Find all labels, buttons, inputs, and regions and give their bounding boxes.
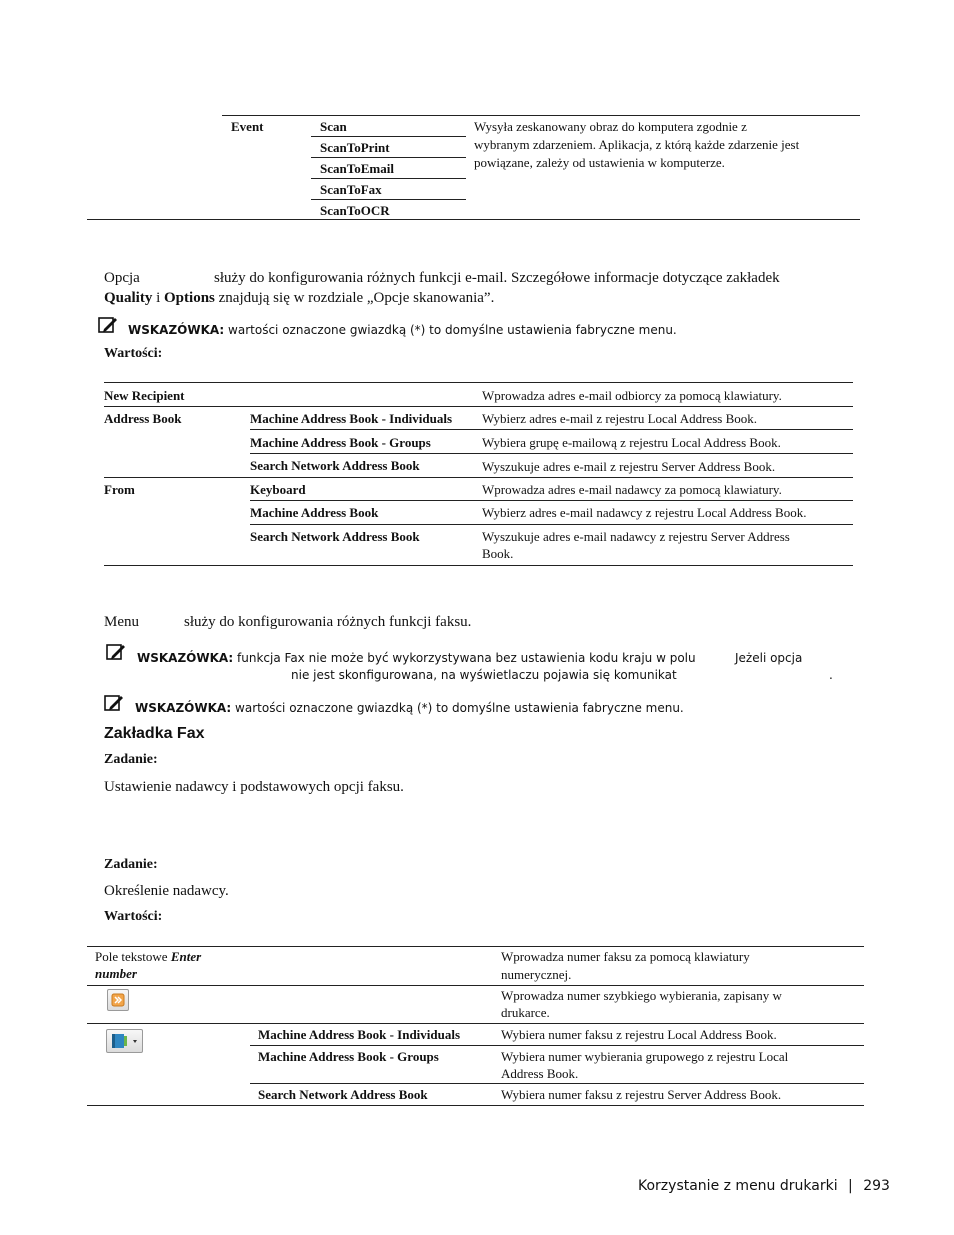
row-rule [250, 500, 853, 501]
table-cell-suboption: Machine Address Book [250, 505, 379, 520]
pencil-note-icon [98, 316, 118, 334]
table-cell-description: numerycznej. [501, 967, 572, 982]
event-label: Event [231, 119, 264, 134]
table-cell-suboption: Search Network Address Book [258, 1087, 428, 1102]
note-wskazowka-2 [137, 650, 696, 667]
section-heading: Zakładka Fax [104, 725, 205, 742]
options-tab-name: Options [164, 290, 215, 306]
row-rule [104, 477, 853, 478]
quality-tab-name: Quality [104, 290, 153, 306]
row-rule [87, 985, 864, 986]
values-label: Wartości: [104, 909, 163, 924]
table-cell-suboption: Machine Address Book - Individuals [250, 411, 453, 426]
table-rule [104, 382, 853, 383]
table-cell-description: Address Book. [501, 1066, 579, 1081]
row-rule [250, 1045, 864, 1046]
table-cell-description: drukarce. [501, 1005, 550, 1020]
event-description-line: powiązane, zależy od ustawienia w komputerze. [474, 155, 725, 170]
row-rule [104, 406, 853, 407]
footer-title: Korzystanie z menu drukarki [638, 1178, 838, 1194]
conjunction: i [156, 290, 161, 306]
pencil-note-icon [104, 694, 124, 712]
fax-intro-text: służy do konfigurowania różnych funkcji faksu. [184, 614, 472, 630]
table-cell-option: From [104, 482, 135, 497]
values-label: Wartości: [104, 346, 163, 361]
table-cell-description: Wyszukuje adres e-mail z rejestru Server Address Book. [482, 459, 776, 474]
table-cell-suboption: Machine Address Book - Groups [250, 435, 431, 450]
row-rule [311, 136, 466, 137]
list-item: ScanToFax [320, 182, 382, 197]
note-text: Jeżeli opcja [735, 651, 803, 665]
table-cell-description: Wprowadza adres e-mail odbiorcy za pomocą klawiatury. [482, 388, 782, 403]
table-rule [87, 946, 864, 947]
fax-intro-word: Menu [104, 614, 139, 630]
row-rule [311, 157, 466, 158]
field-label: Pole tekstowe [95, 949, 168, 964]
list-item: ScanToOCR [320, 203, 390, 218]
email-intro-word: Opcja [104, 270, 140, 286]
table-cell-description: Book. [482, 546, 514, 561]
table-cell-suboption: Keyboard [250, 482, 306, 497]
address-book-dropdown-icon[interactable] [106, 1029, 143, 1053]
row-rule [250, 453, 853, 454]
event-description-line: Wysyła zeskanowany obraz do komputera zgodnie z [474, 119, 747, 134]
table-cell-description: Wybiera numer faksu z rejestru Server Address Book. [501, 1087, 782, 1102]
note-label: WSKAZÓWKA: [128, 323, 225, 337]
note-wskazowka-3 [135, 700, 684, 717]
field-name: number [95, 966, 137, 981]
note-label: WSKAZÓWKA: [137, 651, 234, 665]
row-rule [87, 1023, 864, 1024]
task-label: Zadanie: [104, 857, 158, 872]
note-wskazowka-1 [128, 322, 677, 339]
email-intro-tail: znajdują się w rozdziale „Opcje skanowania”. [218, 290, 495, 306]
row-rule [250, 1083, 864, 1084]
note-text: nie jest skonfigurowana, na wyświetlaczu pojawia się komunikat [291, 668, 677, 682]
list-item: Scan [320, 119, 347, 134]
task-text: Ustawienie nadawcy i podstawowych opcji faksu. [104, 779, 404, 795]
list-item: ScanToEmail [320, 161, 394, 176]
note-text: wartości oznaczone gwiazdką (*) to domyślne ustawienia fabryczne menu. [228, 323, 677, 337]
field-name: Enter [170, 949, 202, 964]
table-cell-description: Wprowadza numer faksu za pomocą klawiatury [501, 949, 750, 964]
row-rule [311, 178, 466, 179]
table-rule [87, 219, 860, 220]
table-cell-description: Wyszukuje adres e-mail nadawcy z rejestru Server Address [482, 529, 790, 544]
list-item: ScanToPrint [320, 140, 390, 155]
table-cell-description: Wybiera numer wybierania grupowego z rejestru Local [501, 1049, 789, 1064]
speed-dial-icon[interactable] [107, 989, 129, 1011]
table-cell-description: Wybiera numer faksu z rejestru Local Address Book. [501, 1027, 777, 1042]
page-number: 293 [863, 1178, 890, 1194]
note-text: . [829, 668, 833, 682]
row-rule [311, 199, 466, 200]
table-cell-description: Wprowadza numer szybkiego wybierania, zapisany w [501, 988, 782, 1003]
table-cell-suboption: Search Network Address Book [250, 458, 420, 473]
table-rule [222, 115, 860, 116]
email-intro-text: służy do konfigurowania różnych funkcji e-mail. Szczegółowe informacje dotyczące zakładek [214, 270, 780, 286]
table-cell-description: Wybierz adres e-mail nadawcy z rejestru Local Address Book. [482, 505, 807, 520]
table-cell-option: New Recipient [104, 388, 185, 403]
note-text: wartości oznaczone gwiazdką (*) to domyślne ustawienia fabryczne menu. [235, 701, 684, 715]
note-text: funkcja Fax nie może być wykorzystywana bez ustawienia kodu kraju w polu [237, 651, 696, 665]
table-cell-suboption: Machine Address Book - Groups [258, 1049, 439, 1064]
table-cell-description: Wybierz adres e-mail z rejestru Local Address Book. [482, 411, 758, 426]
table-rule [104, 565, 853, 566]
footer-separator: | [848, 1178, 853, 1194]
email-intro-line2 [104, 288, 494, 308]
task-label: Zadanie: [104, 752, 158, 767]
task-text: Określenie nadawcy. [104, 883, 229, 899]
page-footer [638, 1178, 890, 1194]
note-label: WSKAZÓWKA: [135, 701, 232, 715]
table-cell-description: Wybiera grupę e-mailową z rejestru Local Address Book. [482, 435, 781, 450]
table-cell-description: Wprowadza adres e-mail nadawcy za pomocą klawiatury. [482, 482, 782, 497]
event-description-line: wybranym zdarzeniem. Aplikacja, z którą każde zdarzenie jest [474, 137, 800, 152]
table-cell-suboption: Machine Address Book - Individuals [258, 1027, 461, 1042]
table-cell-suboption: Search Network Address Book [250, 529, 420, 544]
pencil-note-icon [106, 643, 126, 661]
row-rule [250, 429, 853, 430]
table-cell-option: Address Book [104, 411, 182, 426]
table-rule [87, 1105, 864, 1106]
table-cell-option [95, 948, 201, 965]
row-rule [250, 524, 853, 525]
